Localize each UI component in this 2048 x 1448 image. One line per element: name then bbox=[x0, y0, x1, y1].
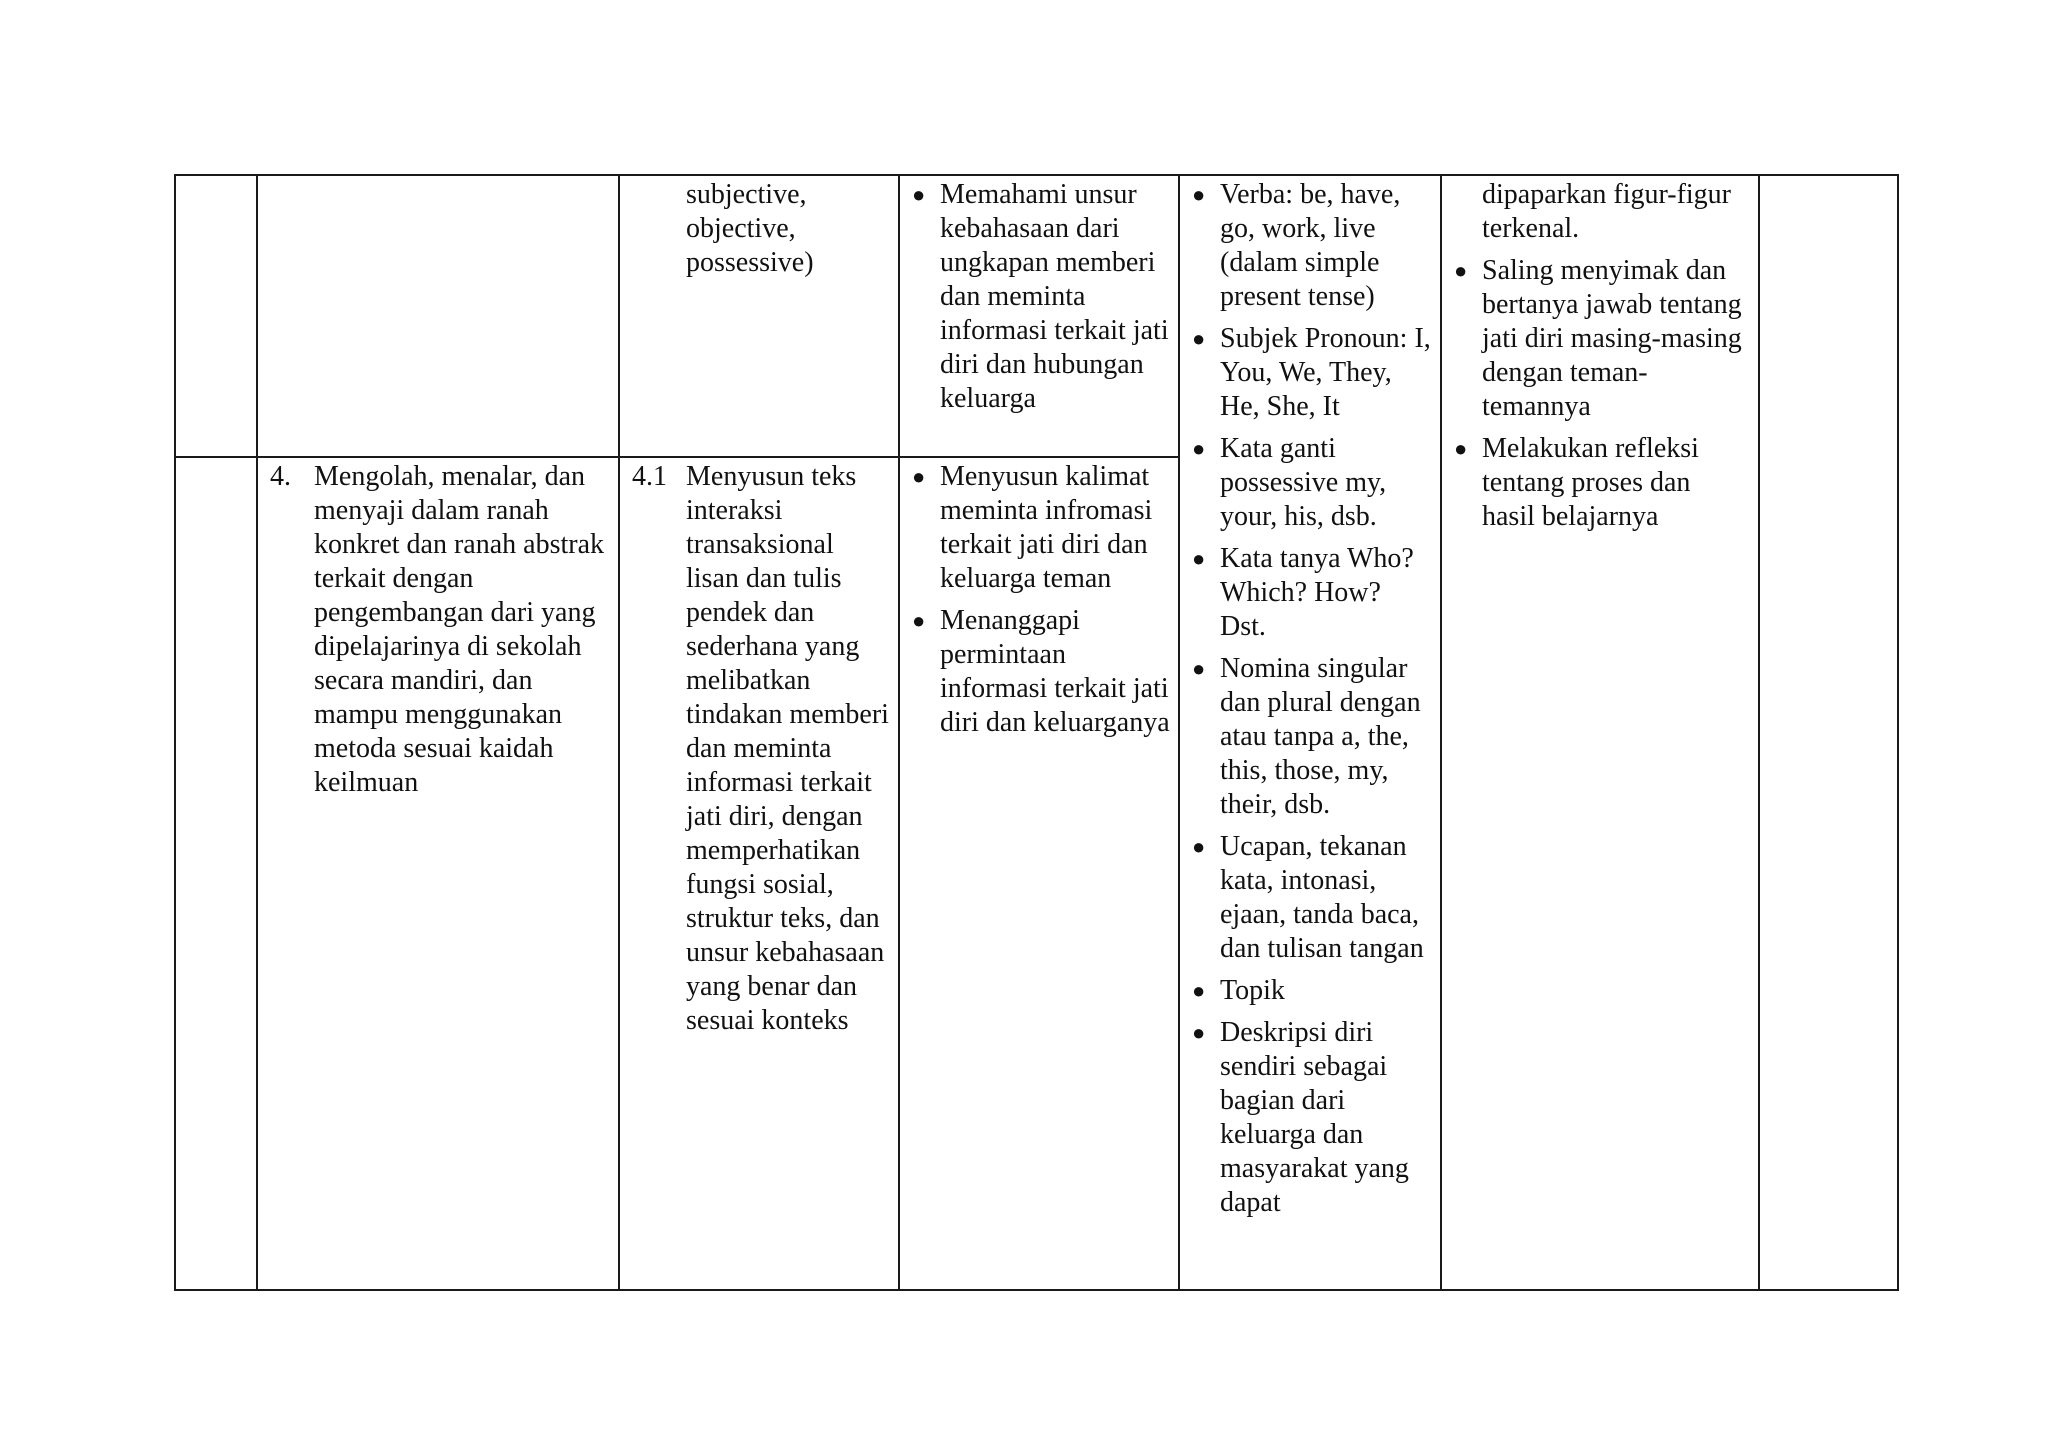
list-item: ● Subjek Pronoun: I, You, We, They, He, She, It bbox=[1192, 323, 1431, 422]
kompetensi-dasar-item bbox=[632, 460, 890, 1038]
cell-no bbox=[175, 457, 257, 1290]
kompetensi-inti-number: 4. bbox=[270, 461, 291, 492]
cell-last bbox=[1759, 175, 1898, 1290]
cell-kompetensi-dasar bbox=[619, 175, 899, 457]
indicator-continuation: subjective, objective, possessive) bbox=[686, 179, 814, 278]
bullet-icon: ● bbox=[1454, 258, 1468, 283]
materi-list bbox=[1192, 178, 1432, 1220]
list-item: ● Deskripsi diri sendiri sebagai bagian dari keluarga dan masyarakat yang dapat bbox=[1192, 1017, 1409, 1218]
cell-kompetensi-inti bbox=[257, 175, 619, 457]
table-row bbox=[175, 175, 1898, 457]
list-item: ● Nomina singular dan plural dengan atau tanpa a, the, this, those, my, their, dsb. bbox=[1192, 653, 1421, 820]
bullet-icon: ● bbox=[1192, 326, 1206, 351]
bullet-icon: ● bbox=[912, 608, 926, 633]
list-item: ● Topik bbox=[1192, 975, 1285, 1006]
list-item: ● Melakukan refleksi tentang proses dan hasil belajarnya bbox=[1454, 433, 1699, 532]
cell-learning-objectives bbox=[899, 175, 1179, 457]
list-item: ● Memahami unsur kebahasaan dari ungkapan memberi dan meminta informasi terkait jati diri dan hubungan keluarga bbox=[912, 179, 1169, 414]
list-item: ● Kata tanya Who? Which? How? Dst. bbox=[1192, 543, 1414, 642]
list-item: ● Saling menyimak dan bertanya jawab tentang jati diri masing-masing dengan teman-temannya bbox=[1454, 255, 1742, 422]
list-item: ● Verba: be, have, go, work, live (dalam simple present tense) bbox=[1192, 179, 1401, 312]
kegiatan-list bbox=[1454, 254, 1750, 534]
bullet-icon: ● bbox=[1192, 978, 1206, 1003]
syllabus-table bbox=[174, 174, 1899, 1291]
list-item: ● Menyusun kalimat meminta infromasi terkait jati diri dan keluarga teman bbox=[912, 461, 1153, 594]
kompetensi-dasar-number: 4.1 bbox=[632, 461, 667, 492]
kegiatan-continuation: dipaparkan figur-figur terkenal. bbox=[1482, 179, 1732, 244]
bullet-icon: ● bbox=[1192, 1020, 1206, 1045]
cell-kompetensi-dasar bbox=[619, 457, 899, 1290]
cell-learning-objectives bbox=[899, 457, 1179, 1290]
bullet-icon: ● bbox=[912, 182, 926, 207]
list-item: ● Ucapan, tekanan kata, intonasi, ejaan, tanda baca, dan tulisan tangan bbox=[1192, 831, 1424, 964]
bullet-icon: ● bbox=[1192, 182, 1206, 207]
kompetensi-inti-item bbox=[270, 460, 610, 800]
objectives-list bbox=[912, 178, 1170, 416]
bullet-icon: ● bbox=[1192, 546, 1206, 571]
cell-materi bbox=[1179, 175, 1441, 1290]
list-item: ● Menanggapi permintaan informasi terkait jati diri dan keluarganya bbox=[912, 605, 1170, 738]
kompetensi-dasar-text: Menyusun teks interaksi transaksional lisan dan tulis pendek dan sederhana yang melibatkan tindakan memberi dan meminta informasi terkait jati diri, dengan memperhatikan fungsi sosial, struktur teks, dan unsur kebahasaan yang benar dan sesuai konteks bbox=[686, 461, 889, 1036]
bullet-icon: ● bbox=[1454, 436, 1468, 461]
objectives-list bbox=[912, 460, 1170, 740]
bullet-icon: ● bbox=[912, 464, 926, 489]
bullet-icon: ● bbox=[1192, 436, 1206, 461]
cell-kegiatan bbox=[1441, 175, 1759, 1290]
bullet-icon: ● bbox=[1192, 656, 1206, 681]
bullet-icon: ● bbox=[1192, 834, 1206, 859]
kompetensi-inti-text: Mengolah, menalar, dan menyaji dalam ranah konkret dan ranah abstrak terkait dengan pengembangan dari yang dipelajarinya di sekolah secara mandiri, dan mampu menggunakan metoda sesuai kaidah keilmuan bbox=[314, 461, 604, 798]
list-item: ● Kata ganti possessive my, your, his, dsb. bbox=[1192, 433, 1387, 532]
cell-kompetensi-inti bbox=[257, 457, 619, 1290]
cell-no bbox=[175, 175, 257, 457]
